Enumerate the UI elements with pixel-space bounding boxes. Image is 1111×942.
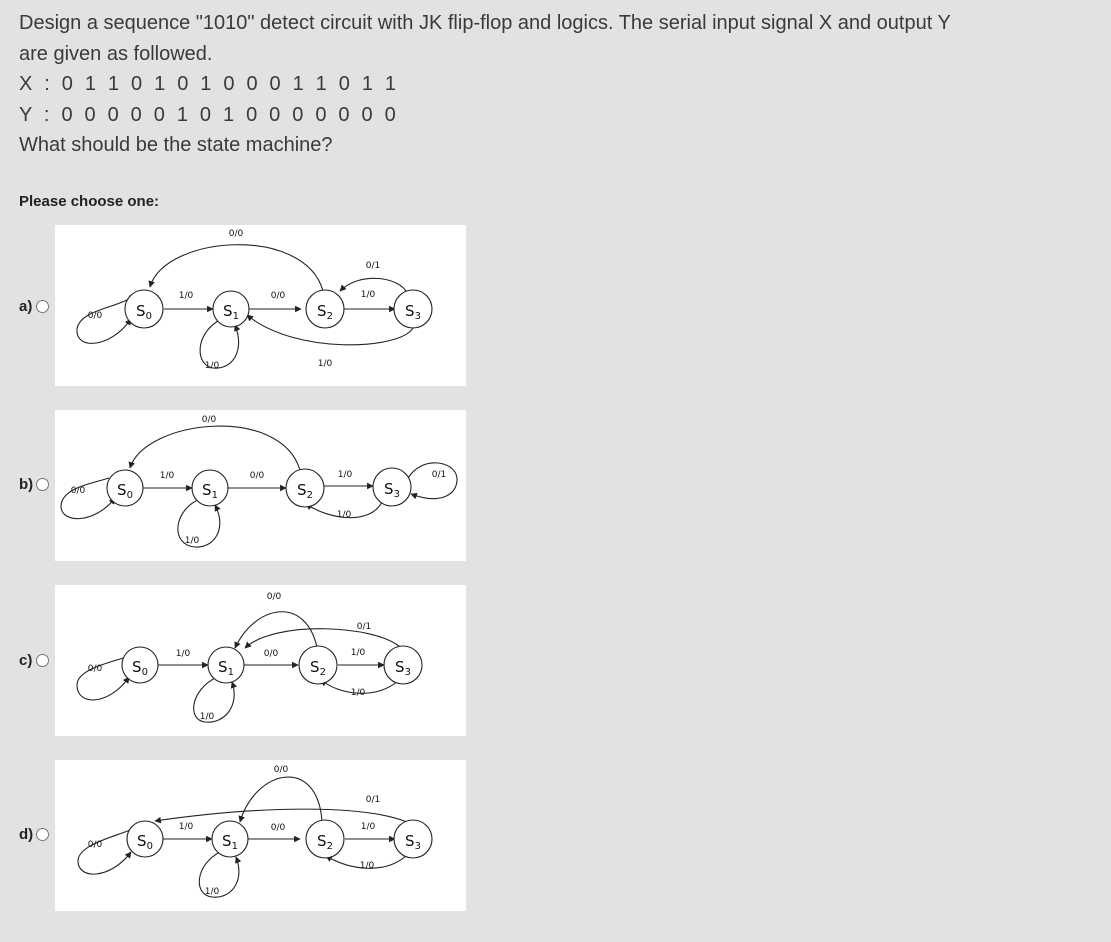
label-s3-s2: 0/1 [365,261,381,271]
state-s0 [125,290,163,328]
label-s2-s0: 0/0 [201,415,217,425]
label-s1-loop: 1/0 [184,536,200,546]
input-sequence-x: X : 0 1 1 0 1 0 1 0 0 0 1 1 0 1 1 [19,73,400,95]
state-s2 [299,646,337,684]
state-s1-label: S [218,658,228,676]
option-b-label: b) [19,476,34,493]
option-d-label: d) [19,826,34,843]
label-s3-s2: 1/0 [336,510,352,520]
state-s1-label: S [222,832,232,850]
state-s0-label: S [117,481,127,499]
label-s0-s1: 1/0 [178,822,194,832]
option-d-diagram[interactable] [55,760,466,911]
question-line-2: are given as followed. [19,42,213,65]
label-s1-loop: 1/0 [199,712,215,722]
arrow-s2-s0 [150,245,323,291]
label-s2-s1: 0/0 [266,592,282,602]
label-s3-s1: 0/1 [356,622,372,632]
arrow-s2-s1 [235,612,317,648]
svg-text:S2: $S_2$ [310,658,326,678]
svg-text:S1: $S_1$ [222,832,238,852]
state-s3 [394,820,432,858]
svg-text:S2: $S_2$ [297,481,313,501]
state-s1 [192,470,228,506]
state-s3-label: S [405,302,415,320]
label-s0-s1: 1/0 [175,649,191,659]
svg-text:S3: $S_3$ [395,658,411,678]
option-c-radio[interactable] [36,654,49,667]
state-s2 [306,820,344,858]
svg-text:S2: $S_2$ [317,832,333,852]
option-b-radio[interactable] [36,478,49,491]
option-a-diagram[interactable] [55,225,466,386]
arrow-s3-s1 [245,629,400,648]
option-c-diagram[interactable] [55,585,466,736]
label-s2-s3: 1/0 [360,290,376,300]
svg-text:S3: $S_3$ [405,302,421,322]
label-s3-loop: 0/1 [431,470,447,480]
state-s2-label: S [317,832,327,850]
svg-text:S1: $S_1$ [223,302,239,322]
output-sequence-y: Y : 0 0 0 0 0 1 0 1 0 0 0 0 0 0 0 [19,103,399,126]
label-s3-s2: 1/0 [359,861,375,871]
arrow-s2-s1 [240,777,322,822]
question-line-5: What should be the state machine? [19,134,333,156]
state-s2-label: S [310,658,320,676]
label-s1-s2: 0/0 [263,649,279,659]
label-s2-s3: 1/0 [360,822,376,832]
svg-text:S0: $S_0$ [132,658,148,678]
label-s3-s2: 1/0 [350,688,366,698]
s0-self-loop [77,657,129,700]
s0-self-loop [77,299,131,343]
state-s3-label: S [395,658,405,676]
svg-text:S1: $S_1$ [218,658,234,678]
svg-text:S0: $S_0$ [117,481,133,501]
question-text [19,8,951,161]
svg-text:S1: $S_1$ [202,481,218,501]
label-s0-s1: 1/0 [159,471,175,481]
state-s2 [306,290,344,328]
state-s0-label: S [132,658,142,676]
state-s1-label: S [223,302,233,320]
state-s0 [127,821,163,857]
label-s3-s0: 0/1 [365,795,381,805]
state-s0-label: S [136,302,146,320]
option-d-radio[interactable] [36,828,49,841]
state-s2 [286,469,324,507]
svg-text:S3: $S_3$ [405,832,421,852]
state-s1-label: S [202,481,212,499]
arrow-s2-s0 [130,426,300,470]
label-s1-s2: 0/0 [270,291,286,301]
svg-text:S3: $S_3$ [384,480,400,500]
state-s3 [373,468,411,506]
state-s2-label: S [317,302,327,320]
question-line-1: Design a sequence "1010" detect circuit with JK flip-flop and logics. The serial input signal X and output Y [19,12,951,34]
s0-self-loop [78,830,131,874]
state-s1 [208,647,244,683]
state-s0 [107,470,143,506]
option-b-diagram[interactable] [55,410,466,561]
label-s1-loop: 1/0 [204,361,220,371]
svg-text:S0: $S_0$ [136,302,152,322]
svg-text:S2: $S_2$ [317,302,333,322]
label-s1-loop: 1/0 [204,887,220,897]
label-s0-loop: 0/0 [87,840,103,850]
option-a-radio[interactable] [36,300,49,313]
svg-text:S0: $S_0$ [137,832,153,852]
option-c-label: c) [19,652,33,669]
label-s2-s0: 0/0 [228,229,244,239]
state-s1 [212,821,248,857]
state-s1 [213,291,249,327]
option-a-label: a) [19,298,33,315]
label-s2-s1: 0/0 [273,765,289,775]
label-s0-loop: 0/0 [87,664,103,674]
arrow-s3-s0 [155,809,407,822]
choose-prompt: Please choose one: [19,193,160,210]
label-s0-loop: 0/0 [87,311,103,321]
state-s0 [122,647,158,683]
label-s1-s2: 0/0 [270,823,286,833]
label-s2-s3: 1/0 [337,470,353,480]
label-s0-loop: 0/0 [70,486,86,496]
label-s2-s3: 1/0 [350,648,366,658]
state-s0-label: S [137,832,147,850]
state-s2-label: S [297,481,307,499]
state-s3 [394,290,432,328]
state-s3 [384,646,422,684]
state-s3-label: S [384,480,394,498]
label-s1-s2: 0/0 [249,471,265,481]
state-s3-label: S [405,832,415,850]
label-s0-s1: 1/0 [178,291,194,301]
label-s3-s1: 1/0 [317,359,333,369]
s3-self-loop [407,463,457,499]
